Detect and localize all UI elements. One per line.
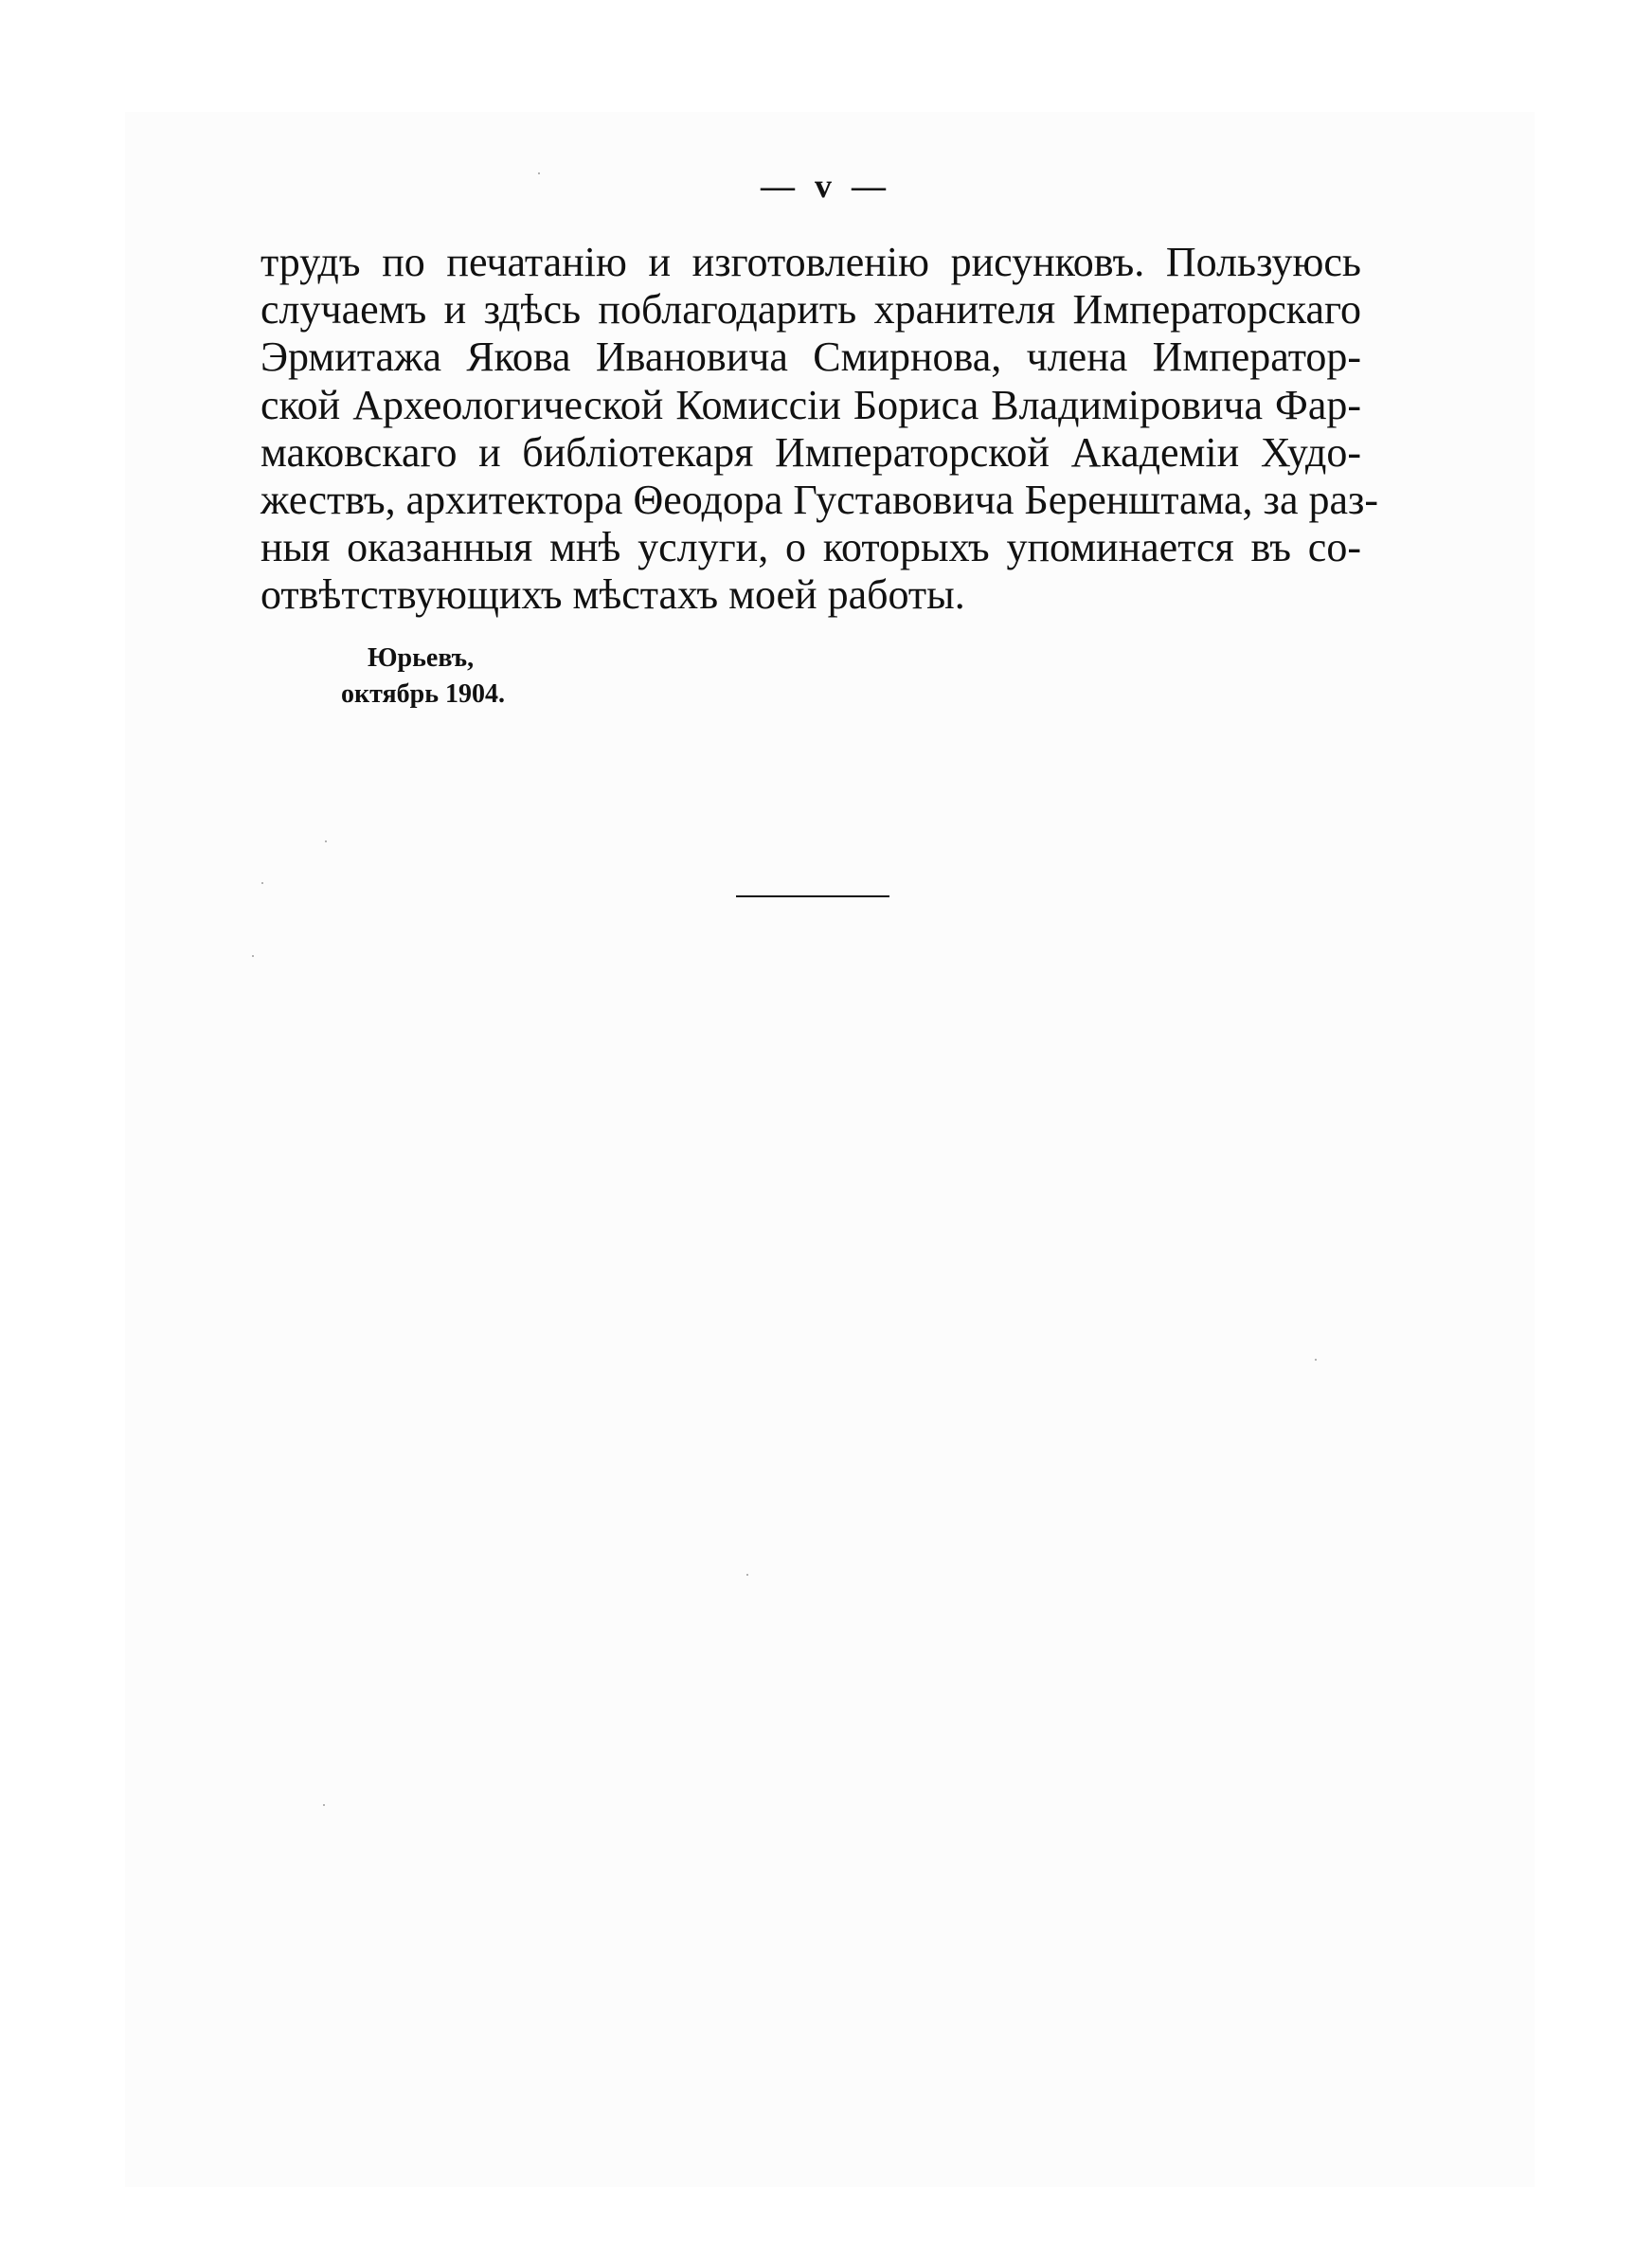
- scan-speck: [325, 840, 327, 842]
- scan-speck: [323, 1804, 325, 1806]
- closing-rule: [736, 895, 889, 897]
- paragraph-line: Эрмитажа Якова Ивановича Смирнова, члена Император-: [260, 334, 1361, 381]
- paragraph-line: жествъ, архитектора Θеодора Густавовича Беренштама, за раз-: [260, 477, 1379, 524]
- scan-speck: [1315, 1359, 1317, 1361]
- paragraph-line: трудъ по печатанію и изготовленію рисунковъ. Пользуюсь: [260, 239, 1361, 285]
- paragraph-line: случаемъ и здѣсь поблагодарить хранителя Императорскаго: [260, 286, 1361, 334]
- body-paragraph: [260, 239, 1379, 620]
- paragraph-line: маковскаго и библіотекаря Императорской Академіи Худо-: [260, 428, 1361, 476]
- scan-speck: [252, 955, 254, 957]
- page-number: — v —: [761, 167, 891, 205]
- paragraph-line: ской Археологической Комиссіи Бориса Владиміровича Фар-: [260, 381, 1361, 428]
- signature-block: [341, 641, 505, 713]
- scan-speck: [261, 882, 263, 884]
- scan-speck: [746, 1574, 748, 1576]
- paragraph-line: отвѣтствующихъ мѣстахъ моей работы.: [260, 571, 965, 619]
- signature-place: Юрьевъ,: [368, 643, 475, 673]
- scan-speck: [538, 172, 540, 174]
- paragraph-line: ныя оказанныя мнѣ услуги, о которыхъ упоминается въ со-: [260, 524, 1361, 571]
- signature-date: октябрь 1904.: [341, 679, 506, 709]
